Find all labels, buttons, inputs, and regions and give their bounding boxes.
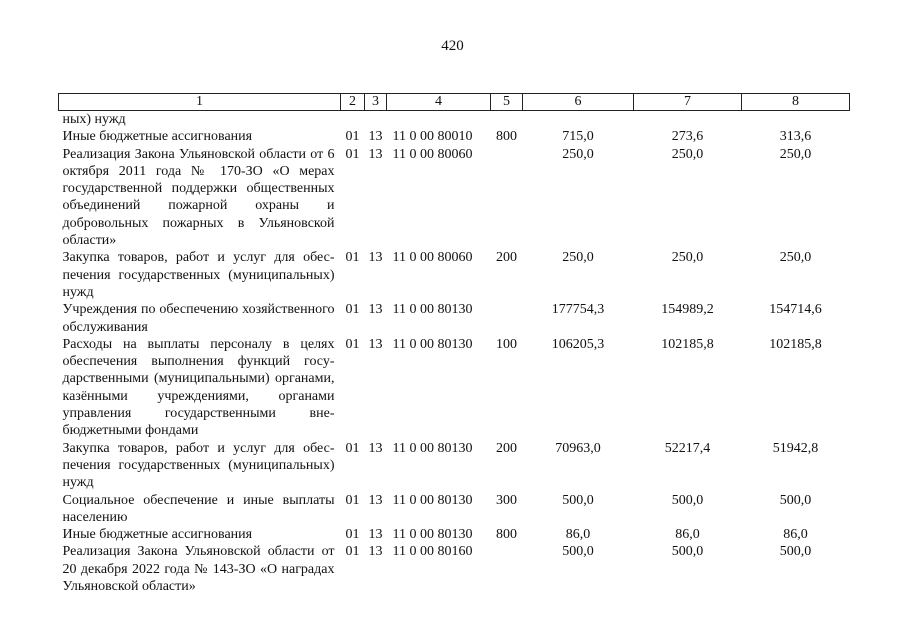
- row-target-article: 11 0 00 80130: [392, 527, 473, 543]
- row-expense-type: [491, 301, 523, 336]
- row-amount-year-1: [523, 111, 634, 129]
- row-amount-year-3: 102185,8: [769, 336, 822, 352]
- row-amount-year-1: 500,0: [562, 544, 594, 560]
- budget-table: [58, 93, 850, 595]
- row-expense-type: 200: [496, 440, 517, 456]
- row-section: 01: [345, 544, 360, 560]
- header-col-3: 3: [365, 94, 387, 111]
- row-subsection: 13: [368, 146, 383, 162]
- row-name: Закупка товаров, работ и услуг для обеспечения государственных (муниципальных) нужд: [62, 440, 335, 491]
- row-amount-year-2: 500,0: [671, 544, 704, 560]
- row-amount-year-3: 250,0: [779, 250, 812, 266]
- row-target-article: [387, 111, 491, 129]
- page-number: 420: [441, 38, 464, 54]
- row-target-article: 11 0 00 80130: [392, 492, 473, 508]
- row-amount-year-2: 250,0: [671, 250, 704, 266]
- row-subsection: 13: [368, 440, 383, 456]
- row-target-article: 11 0 00 80130: [392, 302, 473, 318]
- row-amount-year-2: 250,0: [671, 146, 704, 162]
- row-expense-type: 800: [496, 129, 517, 145]
- row-amount-year-1: 86,0: [565, 527, 591, 543]
- row-amount-year-3: 500,0: [779, 544, 812, 560]
- row-section: 01: [345, 527, 360, 543]
- row-amount-year-3: [742, 111, 850, 129]
- row-target-article: 11 0 00 80160: [392, 544, 473, 560]
- row-target-article: 11 0 00 80130: [392, 440, 473, 456]
- table-row: [59, 492, 850, 527]
- row-amount-year-2: 500,0: [671, 492, 704, 508]
- row-expense-type: [491, 543, 523, 595]
- table-row: [59, 336, 850, 440]
- row-expense-type: [491, 111, 523, 129]
- row-amount-year-2: 52217,4: [664, 440, 711, 456]
- row-amount-year-2: 102185,8: [661, 336, 714, 352]
- row-subsection: 13: [368, 527, 383, 543]
- row-section: 01: [345, 440, 360, 456]
- row-expense-type: 800: [496, 527, 517, 543]
- row-amount-year-1: 177754,3: [551, 302, 605, 318]
- row-amount-year-3: 51942,8: [772, 440, 819, 456]
- row-amount-year-1: 106205,3: [551, 336, 605, 352]
- row-subsection: 13: [368, 544, 383, 560]
- row-name: Реализация Закона Ульяновской области от 20 декабря 2022 года № 143-ЗО «О наградах Ульяновской области»: [62, 544, 335, 595]
- row-amount-year-2: 273,6: [671, 129, 704, 145]
- row-subsection: 13: [368, 250, 383, 266]
- row-subsection: [365, 111, 387, 129]
- row-expense-type: 300: [496, 492, 517, 508]
- row-amount-year-3: 250,0: [779, 146, 812, 162]
- table-row: [59, 128, 850, 145]
- row-subsection: 13: [368, 129, 383, 145]
- row-subsection: 13: [368, 336, 383, 352]
- row-amount-year-2: 86,0: [675, 527, 700, 543]
- row-name: Реализация Закона Ульяновской области от 6 октября 2011 года № 170-ЗО «О мерах государственной поддержки общественных объединений пожарной охраны и добровольных пожарных в Ульяновской области»: [62, 146, 335, 249]
- header-col-7: 7: [634, 94, 742, 111]
- row-section: 01: [345, 302, 360, 318]
- row-section: [341, 111, 365, 129]
- row-amount-year-2: 154989,2: [661, 302, 714, 318]
- row-amount-year-1: 500,0: [562, 492, 594, 508]
- row-name: Иные бюджетные ассигнования: [62, 527, 253, 543]
- row-amount-year-3: 500,0: [779, 492, 812, 508]
- row-expense-type: 200: [496, 250, 517, 266]
- table-row: [59, 146, 850, 250]
- row-section: 01: [345, 336, 360, 352]
- row-amount-year-3: 86,0: [783, 527, 808, 543]
- row-amount-year-1: 715,0: [562, 129, 594, 145]
- row-target-article: 11 0 00 80060: [392, 250, 473, 266]
- row-name: ных) нужд: [62, 112, 126, 127]
- header-col-8: 8: [742, 94, 850, 111]
- row-amount-year-1: 250,0: [562, 146, 594, 162]
- row-amount-year-1: 70963,0: [555, 440, 601, 456]
- row-target-article: 11 0 00 80010: [392, 129, 473, 145]
- header-col-5: 5: [491, 94, 523, 111]
- row-section: 01: [345, 129, 360, 145]
- row-target-article: 11 0 00 80130: [392, 336, 473, 352]
- table-row: [59, 526, 850, 543]
- header-col-4: 4: [387, 94, 491, 111]
- row-section: 01: [345, 250, 360, 266]
- header-col-2: 2: [341, 94, 365, 111]
- table-row: [59, 301, 850, 336]
- row-amount-year-2: [634, 111, 742, 129]
- row-section: 01: [345, 492, 360, 508]
- header-col-6: 6: [523, 94, 634, 111]
- row-expense-type: [491, 146, 523, 250]
- header-col-1: 1: [59, 94, 341, 111]
- table-row: [59, 440, 850, 492]
- row-name: Учреждения по обеспечению хозяйственного обслуживания: [62, 302, 335, 335]
- row-expense-type: 100: [496, 336, 517, 352]
- table-header-row: [59, 94, 850, 111]
- row-name: Расходы на выплаты персоналу в целях обеспечения выполнения функций государственными (муниципальными) органами, казёнными учреждениями, органами управления государственными внебюджетными фондами: [62, 336, 335, 439]
- table-row: [59, 111, 850, 129]
- row-name: Закупка товаров, работ и услуг для обеспечения государственных (муниципальных) нужд: [62, 250, 335, 300]
- row-name: Иные бюджетные ассигнования: [62, 129, 253, 145]
- row-subsection: 13: [368, 492, 383, 508]
- row-amount-year-1: 250,0: [562, 250, 594, 266]
- row-amount-year-3: 154714,6: [769, 302, 822, 318]
- table-row: [59, 543, 850, 595]
- table-row: [59, 249, 850, 301]
- row-subsection: 13: [368, 302, 383, 318]
- row-target-article: 11 0 00 80060: [392, 146, 473, 162]
- row-name: Социальное обеспечение и иные выплаты населению: [62, 492, 335, 525]
- row-section: 01: [345, 146, 360, 162]
- row-amount-year-3: 313,6: [779, 129, 812, 145]
